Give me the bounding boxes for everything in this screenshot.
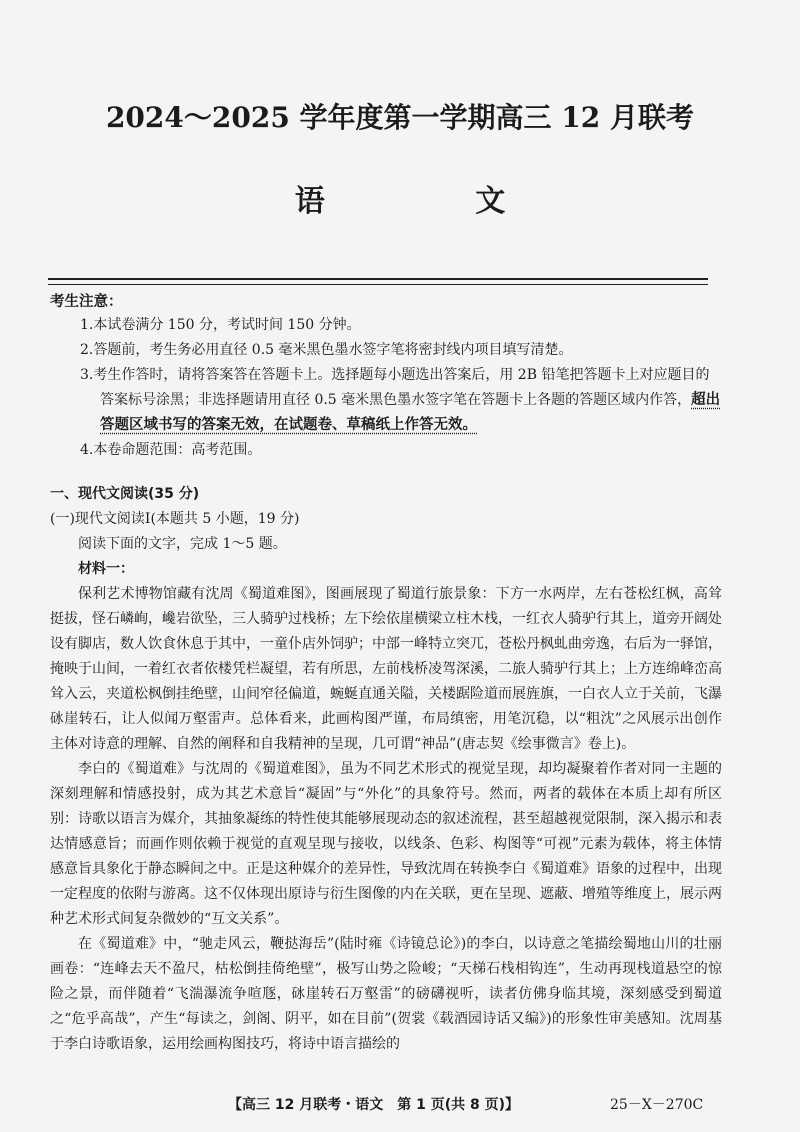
material-label: 材料一： <box>78 561 134 577</box>
paragraph-1: 保利艺术博物馆藏有沈周《蜀道难图》，图画展现了蜀道行旅景象：下方一水两岸，左右苍松红枫，高耸挺拔，怪石嶙峋，巉岩欲坠，三人骑驴过栈桥；左下绘依崖横梁立柱木栈，一红衣人骑驴行其上，道旁开阔处设有脚店，数人饮食休息于其中，一童仆店外饲驴；中部一峰特立突兀，苍松丹枫虬曲旁逸，右后为一驿馆，掩映于山间，一着红衣者依楼凭栏凝望，若有所思，左前栈桥凌驾深溪，二旅人骑驴行其上；上方连绵峰峦高耸入云，夹道松枫倒挂绝壁，山间窄径偏道，蜿蜒直通关隘，关楼踞险道而展旌旗，一白衣人立于关前，飞瀑砯崖转石，让人似闻万壑雷声。总体看来，此画构图严谨，布局缜密，用笔沉稳，以“粗沈”之风展示出创作主体对诗意的理解、自然的阐释和自我精神的呈现，几可谓“神品”(唐志契《绘事微言》卷上)。 <box>50 586 722 752</box>
notice-item-4: 4.本卷命题范围：高考范围。 <box>80 442 262 458</box>
paragraph-2: 李白的《蜀道难》与沈周的《蜀道难图》，虽为不同艺术形式的视觉呈现，却均凝聚着作者对同一主题的深刻理解和情感投射，成为其艺术意旨“凝固”与“外化”的具象符号。然而，两者的载体在本质上却有所区别：诗歌以语言为媒介，其抽象凝练的特性使其能够展现动态的叙述流程，甚至超越视觉限制，深入揭示和表达情感意旨；而画作则依赖于视觉的直观呈现与接收，以线条、色彩、构图等“可视”元素为载体，将主体情感意旨具象化于静态瞬间之中。正是这种媒介的差异性，导致沈周在转换李白《蜀道难》语象的过程中，出现一定程度的依附与游离。这不仅体现出原诗与衍生图像的内在关联，更在呈现、遮蔽、增殖等维度上，展示两种艺术形式间复杂微妙的“互文关系”。 <box>50 761 722 927</box>
exam-title: 2024～2025 学年度第一学期高三 12 月联考 <box>105 101 695 134</box>
header-rule-thin <box>48 284 708 285</box>
page-footer <box>0 1094 800 1118</box>
sub-section-heading: (一)现代文阅读Ⅰ(本题共 5 小题，19 分) <box>50 511 300 527</box>
footer-exam-code: 25－X－270C <box>610 1097 704 1113</box>
notice-item-3 <box>50 363 722 438</box>
notice-title: 考生注意： <box>50 294 123 310</box>
section-heading: 一、现代文阅读(35 分) <box>50 486 200 502</box>
notice-item-1: 1.本试卷满分 150 分，考试时间 150 分钟。 <box>80 317 361 333</box>
footer-page-info: 【高三 12 月联考・语文 第 1 页(共 8 页)】 <box>228 1097 520 1113</box>
notice-list <box>50 313 722 463</box>
paragraph-3: 在《蜀道难》中，“驰走风云，鞭挞海岳”(陆时雍《诗镜总论》)的李白，以诗意之笔描绘蜀地山川的壮丽画卷：“连峰去天不盈尺，枯松倒挂倚绝壁”，极写山势之险峻；“天梯石栈相钩连”，生动再现栈道悬空的惊险之景，而伴随着“飞湍瀑流争喧豗，砯崖转石万壑雷”的磅礴视听，读者仿佛身临其境，深刻感受到蜀道之“危乎高哉”，产生“每读之，剑阁、阴平，如在目前”(贺裳《载酒园诗话又编》)的形象性审美感知。沈周基于李白诗歌语象，运用绘画构图技巧，将诗中语言描绘的 <box>50 936 722 1052</box>
reading-section <box>50 482 722 1057</box>
subject-title: 语 文 <box>294 184 576 219</box>
notice-item-2: 2.答题前，考生务必用直径 0.5 毫米黑色墨水签字笔将密封线内项目填写清楚。 <box>80 342 573 358</box>
reading-instruction: 阅读下面的文字，完成 1～5 题。 <box>78 536 287 552</box>
notice-item-3-emphasis: 超出答题区域书写的答案无效，在试题卷、草稿纸上作答无效。 <box>100 392 721 433</box>
notice-item-3-text: 3.考生作答时，请将答案答在答题卡上。选择题每小题选出答案后，用 2B 铅笔把答题卡上对应题目的答案标号涂黑；非选择题请用直径 0.5 毫米黑色墨水签字笔在答题卡上各题的答题区域内作答， <box>80 367 710 408</box>
header-rule-thick <box>48 278 708 280</box>
